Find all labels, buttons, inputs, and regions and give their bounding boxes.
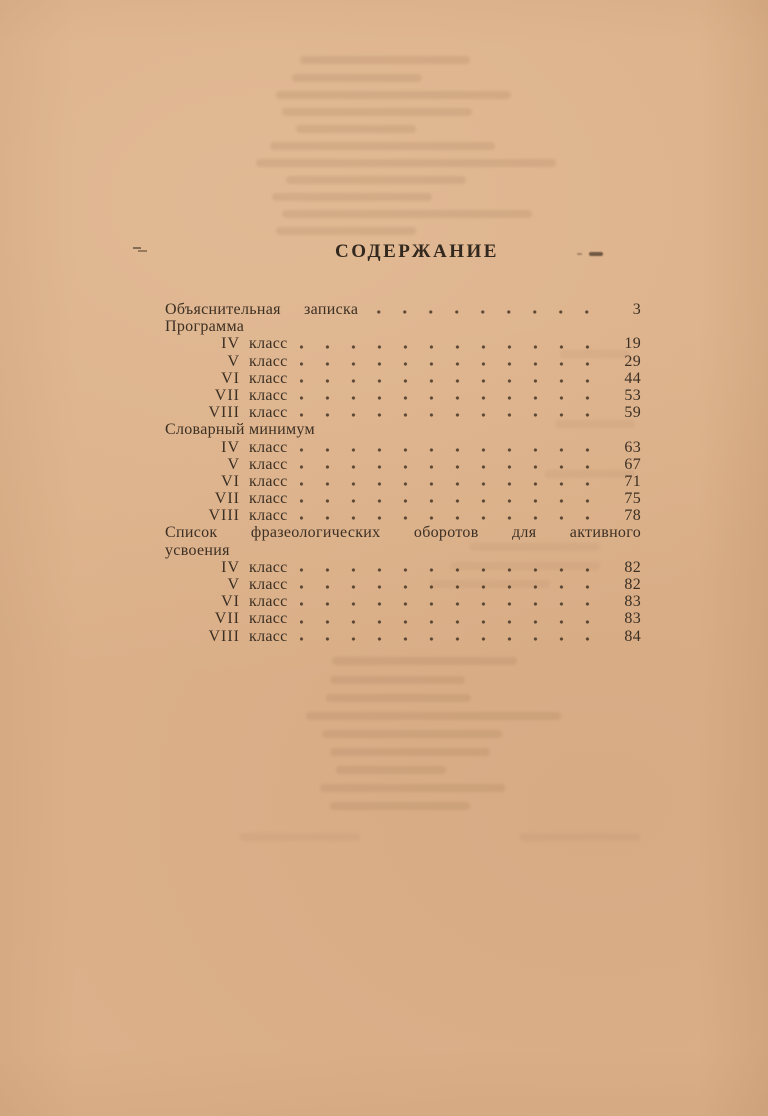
toc-row <box>165 473 641 490</box>
dot-leader <box>300 490 602 507</box>
toc-row <box>165 507 641 524</box>
toc-class-numeral: VI <box>221 472 240 490</box>
bleedthrough-line <box>240 833 360 841</box>
toc-section-label: усвоения <box>165 541 230 559</box>
dot-leader <box>370 301 602 318</box>
dot-leader <box>300 507 602 524</box>
toc-class-label: класс <box>249 369 288 387</box>
toc-class-numeral: IV <box>221 438 240 456</box>
toc-row <box>165 628 641 645</box>
toc-class-label: класс <box>249 610 288 628</box>
toc-class-numeral: VIII <box>208 627 240 645</box>
dot-leader <box>300 370 602 387</box>
toc-row <box>165 576 641 593</box>
toc-class-numeral: VII <box>214 610 240 628</box>
bleedthrough-line <box>276 227 416 235</box>
bleedthrough-line <box>330 748 490 756</box>
toc-class-numeral: IV <box>221 558 240 576</box>
toc-class-numeral: VI <box>221 369 240 387</box>
toc-class-label: класс <box>249 593 288 611</box>
dot-leader <box>300 439 602 456</box>
toc-page-number: 53 <box>624 386 641 404</box>
toc-row <box>165 301 641 318</box>
bleedthrough-line <box>306 712 561 720</box>
toc-class-numeral: V <box>227 455 240 473</box>
toc-page-number: 63 <box>624 438 641 456</box>
bleedthrough-line <box>300 56 470 64</box>
toc-page-number: 84 <box>624 627 641 645</box>
bleedthrough-line <box>330 802 470 810</box>
page-title: СОДЕРЖАНИЕ <box>335 241 499 262</box>
toc-class-numeral: V <box>227 576 240 593</box>
toc-row <box>165 593 641 610</box>
bleedthrough-line <box>282 108 472 116</box>
dot-leader <box>300 610 602 627</box>
dot-leader <box>300 353 602 370</box>
bleedthrough-line <box>330 676 465 684</box>
toc-class-label: класс <box>249 404 288 422</box>
bleedthrough-line <box>270 142 495 150</box>
toc-class-label: класс <box>249 352 288 370</box>
bleedthrough-line <box>520 833 640 841</box>
dot-leader <box>300 335 602 352</box>
toc-class-label: класс <box>249 438 288 456</box>
toc-page-number: 67 <box>624 455 641 473</box>
bleedthrough-line <box>286 176 466 184</box>
toc-page-number: 59 <box>624 404 641 422</box>
bleedthrough-line <box>296 125 416 133</box>
toc-row <box>165 404 641 421</box>
toc-class-numeral: VIII <box>208 404 240 422</box>
toc-page-number: 83 <box>624 610 641 628</box>
toc-row <box>165 610 641 627</box>
bleedthrough-line <box>326 694 471 702</box>
toc-row <box>165 370 641 387</box>
toc-section-label: Программа <box>165 318 245 336</box>
toc-class-numeral: IV <box>221 335 240 353</box>
dot-leader <box>300 593 602 610</box>
toc-page-number: 44 <box>624 369 641 387</box>
toc-page-number: 82 <box>624 576 641 593</box>
toc-class-numeral: VIII <box>208 507 240 525</box>
dot-leader <box>300 473 602 490</box>
toc-page-number: 82 <box>624 558 641 576</box>
bleedthrough-line <box>256 159 556 167</box>
toc-class-label: класс <box>249 335 288 353</box>
toc-page-number: 71 <box>624 472 641 490</box>
toc-row <box>165 335 641 352</box>
toc-row <box>165 421 641 438</box>
toc-class-numeral: VII <box>214 386 240 404</box>
bleedthrough-line <box>336 766 446 774</box>
dot-leader <box>300 387 602 404</box>
toc-class-numeral: V <box>227 352 240 370</box>
toc-section-label: Словарный минимум <box>165 421 315 439</box>
dot-leader <box>300 559 602 576</box>
toc-class-label: класс <box>249 472 288 490</box>
toc-row <box>165 318 641 335</box>
toc-page-number: 3 <box>632 301 641 318</box>
toc-page-number: 78 <box>624 507 641 525</box>
toc-class-numeral: VI <box>221 593 240 611</box>
toc-class-label: класс <box>249 455 288 473</box>
toc-class-label: класс <box>249 386 288 404</box>
toc-class-label: класс <box>249 507 288 525</box>
toc-page-number: 83 <box>624 593 641 611</box>
bleedthrough-line <box>276 91 511 99</box>
toc-row <box>165 456 641 473</box>
toc-row <box>165 387 641 404</box>
toc-class-label: класс <box>249 558 288 576</box>
toc-row <box>165 439 641 456</box>
toc-entry-label: Объяснительная записка <box>165 301 359 318</box>
bleedthrough-line <box>272 193 432 201</box>
toc-row <box>165 490 641 507</box>
toc-section-label: Список фразеологических оборотов для активного <box>165 524 641 542</box>
toc-page-number: 75 <box>624 490 641 508</box>
toc-row <box>165 524 641 541</box>
toc-row <box>165 559 641 576</box>
toc-class-label: класс <box>249 490 288 508</box>
dot-leader <box>300 456 602 473</box>
toc-page-number: 19 <box>624 335 641 353</box>
pencil-dash-mark <box>133 247 153 252</box>
toc-class-numeral: VII <box>214 490 240 508</box>
bleedthrough-line <box>320 784 505 792</box>
toc-page-number: 29 <box>624 352 641 370</box>
toc-row <box>165 353 641 370</box>
dot-leader <box>300 628 602 645</box>
dot-leader <box>300 404 602 421</box>
table-of-contents <box>165 301 641 645</box>
bleedthrough-line <box>282 210 532 218</box>
bleedthrough-line <box>332 657 517 665</box>
toc-row <box>165 542 641 559</box>
title-row <box>165 241 641 263</box>
toc-class-label: класс <box>249 576 288 593</box>
bleedthrough-line <box>292 74 422 82</box>
toc-class-label: класс <box>249 627 288 645</box>
bleedthrough-line <box>322 730 502 738</box>
dot-leader <box>300 576 602 593</box>
